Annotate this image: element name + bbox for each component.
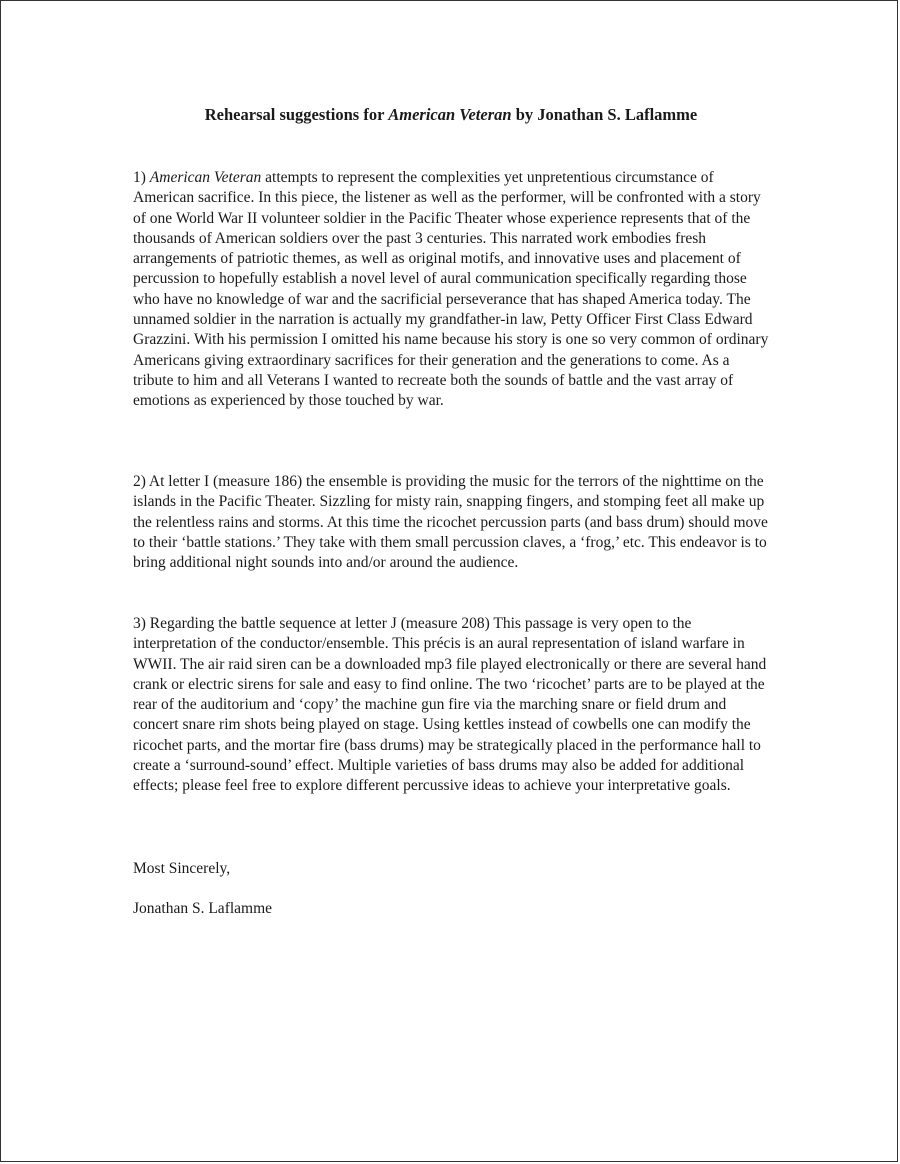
title-work-name: American Veteran: [388, 105, 512, 124]
signature-name: Jonathan S. Laflamme: [133, 900, 273, 917]
paragraph-2: 2) At letter I (measure 186) the ensemble is providing the music for the terrors of the nighttime on the islands in the Pacific Theater. Sizzling for misty rain, snapping fingers, and stomping feet all make up the relentless rains and storms. At this time the ricochet percussion parts (and bass drum) should move to their ‘battle stations.’ They take with them small percussion claves, a ‘frog,’ etc. This endeavor is to bring additional night sounds into and/or around the audience.: [133, 473, 768, 572]
paragraph-1-work-name: American Veteran: [149, 169, 262, 186]
paragraph-1: [133, 168, 773, 412]
paragraph-1-number: 1): [133, 169, 150, 186]
paragraph-3: 3) Regarding the battle sequence at letter J (measure 208) This passage is very open to the interpretation of the conductor/ensemble. This précis is an aural representation of island warfare in WWII. The air raid siren can be a downloaded mp3 file played electronically or there are several hand crank or electric sirens for sale and easy to find online. The two ‘ricochet’ parts are to be played at the rear of the auditorium and ‘copy’ the machine gun fire via the marching snare or field drum and concert snare rim shots being played on stage. Using kettles instead of cowbells one can modify the ricochet parts, and the mortar fire (bass drums) may be strategically placed in the performance hall to create a ‘surround-sound’ effect. Multiple varieties of bass drums may also be added for additional effects; please feel free to explore different percussive ideas to achieve your interpretative goals.: [133, 615, 767, 795]
title-prefix: Rehearsal suggestions for: [204, 105, 389, 124]
title-suffix: by Jonathan S. Laflamme: [511, 105, 698, 124]
paragraph-1-text: attempts to represent the complexities yet unpretentious circumstance of American sacrifice. In this piece, the listener as well as the performer, will be confronted with a story of one World War II volunteer soldier in the Pacific Theater whose experience represents that of the thousands of American soldiers over the past 3 centuries. This narrated work embodies fresh arrangements of patriotic themes, as well as original motifs, and innovative uses and placement of percussion to hopefully establish a novel level of aural communication specifically regarding those who have no knowledge of war and the sacrificial perseverance that has shaped America today. The unnamed soldier in the narration is actually my grandfather-in law, Petty Officer First Class Edward Grazzini. With his permission I omitted his name because his story is one so very common of ordinary Americans giving extraordinary sacrifices for their generation and the generations to come. As a tribute to him and all Veterans I wanted to recreate both the sounds of battle and the vast array of emotions as experienced by those touched by war.: [133, 169, 769, 410]
closing-line: Most Sincerely,: [133, 860, 231, 877]
document-title: [1, 105, 900, 125]
